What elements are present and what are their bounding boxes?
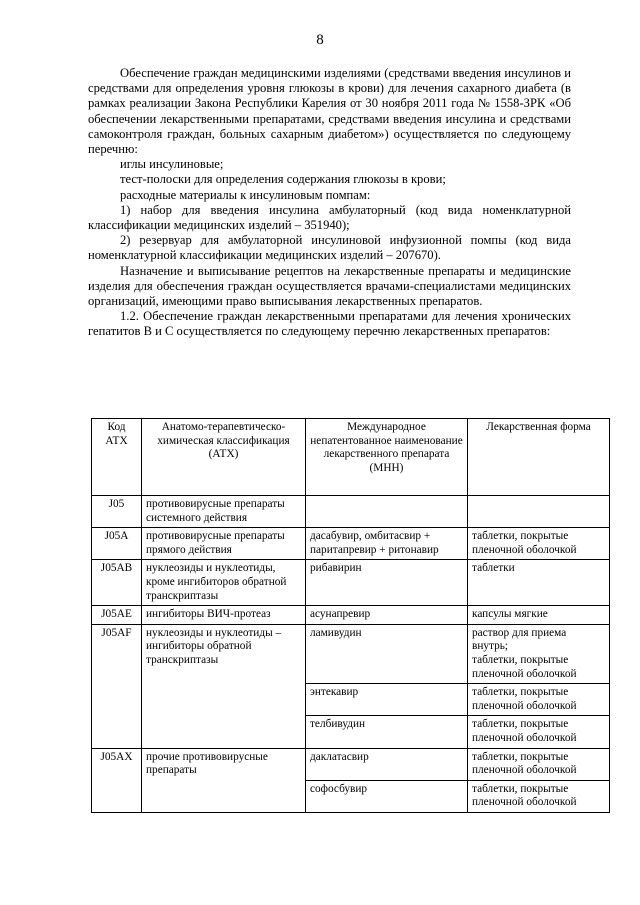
atx-classification-cell: противовирусные препараты прямого действия xyxy=(142,528,306,560)
table-row xyxy=(92,748,610,780)
header-form: Лекарственная форма xyxy=(468,419,610,496)
list-item: расходные материалы к инсулиновым помпам: xyxy=(120,187,371,202)
paragraph: 1.2. Обеспечение граждан лекарственными препаратами для лечения хронических гепатитов В и С осуществляется по следующему перечню лекарственных препаратов: xyxy=(88,309,571,339)
atx-classification-cell: противовирусные препараты системного действия xyxy=(142,496,306,528)
atx-code-cell: J05AB xyxy=(92,560,142,606)
atx-code-cell: J05AE xyxy=(92,606,142,625)
table-row xyxy=(92,496,610,528)
dosage-form-cell: таблетки, покрытые пленочной оболочкой xyxy=(468,748,610,780)
table-row xyxy=(92,528,610,560)
inn-cell: рибавирин xyxy=(306,560,468,606)
inn-cell: софосбувир xyxy=(306,780,468,812)
inn-cell: асунапревир xyxy=(306,606,468,625)
dosage-form-cell: капсулы мягкие xyxy=(468,606,610,625)
table-header-row xyxy=(92,419,610,496)
atx-classification-cell: нуклеозиды и нуклеотиды – ингибиторы обратной транскриптазы xyxy=(142,624,306,748)
paragraph: 1) набор для введения инсулина амбулаторный (код вида номенклатурной классификации медицинских изделий – 351940); xyxy=(88,202,571,233)
atx-code-cell: J05A xyxy=(92,528,142,560)
atx-code-cell: J05AF xyxy=(92,624,142,748)
header-classification: Анатомо-терапевтическо-химическая классификация (АТХ) xyxy=(142,419,306,496)
dosage-form-cell: таблетки, покрытые пленочной оболочкой xyxy=(468,528,610,560)
dosage-form-cell: таблетки xyxy=(468,560,610,606)
dosage-form-cell: раствор для приема внутрь; таблетки, покрытые пленочной оболочкой xyxy=(468,624,610,683)
page-number: 8 xyxy=(316,32,324,48)
paragraph: Назначение и выписывание рецептов на лекарственные препараты и медицинские изделия для обеспечения граждан осуществляется врачами-специалистами медицинских организаций, имеющими право выписывания лекарственных препаратов. xyxy=(88,263,571,309)
list-item: иглы инсулиновые; xyxy=(120,157,224,172)
inn-cell: ламивудин xyxy=(306,624,468,683)
paragraph: 2) резервуар для амбулаторной инсулиновой инфузионной помпы (код вида номенклатурной классификации медицинских изделий – 207670). xyxy=(88,233,571,263)
body-text xyxy=(88,66,571,340)
table-row xyxy=(92,560,610,606)
dosage-form-cell xyxy=(468,496,610,528)
inn-cell xyxy=(306,496,468,528)
inn-cell: даклатасвир xyxy=(306,748,468,780)
atx-table xyxy=(91,418,610,813)
atx-classification-cell: нуклеозиды и нуклеотиды, кроме ингибиторов обратной транскриптазы xyxy=(142,560,306,606)
dosage-form-cell: таблетки, покрытые пленочной оболочкой xyxy=(468,716,610,748)
dosage-form-cell: таблетки, покрытые пленочной оболочкой xyxy=(468,684,610,716)
inn-cell: телбивудин xyxy=(306,716,468,748)
atx-code-cell: J05 xyxy=(92,496,142,528)
atx-classification-cell: ингибиторы ВИЧ-протеаз xyxy=(142,606,306,625)
table-row xyxy=(92,606,610,625)
atx-code-cell: J05AX xyxy=(92,748,142,812)
header-code: Код АТХ xyxy=(92,419,142,496)
inn-cell: энтекавир xyxy=(306,684,468,716)
atx-classification-cell: прочие противовирусные препараты xyxy=(142,748,306,812)
list-item: тест-полоски для определения содержания глюкозы в крови; xyxy=(120,172,446,187)
header-inn: Международное непатентованное наименование лекарственного препарата (МНН) xyxy=(306,419,468,496)
table-row xyxy=(92,624,610,683)
dosage-form-cell: таблетки, покрытые пленочной оболочкой xyxy=(468,780,610,812)
paragraph: Обеспечение граждан медицинскими изделиями (средствами введения инсулинов и средствами для определения уровня глюкозы в крови) для лечения сахарного диабета (в рамках реализации Закона Республики Карелия от 30 ноября 2011 года № 1558-ЗРК «Об обеспечении лекарственными препаратами, средствами введения инсулина и средствами самоконтроля граждан, больных сахарным диабетом») осуществляется по следующему перечню: xyxy=(88,66,571,157)
inn-cell: дасабувир, омбитасвир + паритапревир + ритонавир xyxy=(306,528,468,560)
